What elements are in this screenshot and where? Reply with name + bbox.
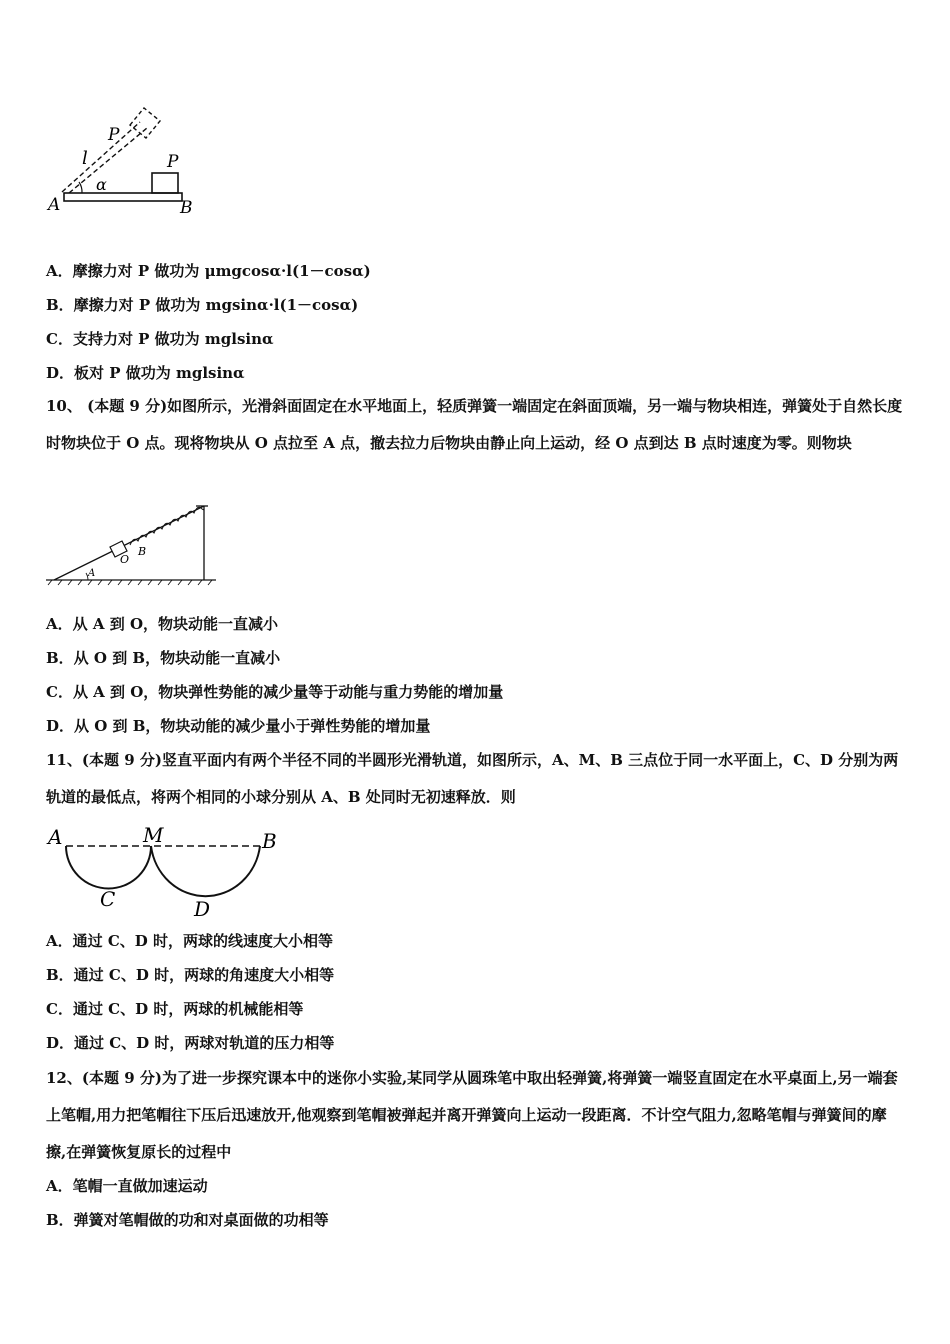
figure-inclined-board <box>44 104 204 220</box>
q9-option-c: C．支持力对 P 做功为 mglsinα <box>46 330 274 348</box>
label-l: l <box>82 148 88 169</box>
small-semicircle-track <box>66 846 151 888</box>
label-b: B <box>138 545 147 558</box>
label-d: D <box>194 897 211 921</box>
label-o: O <box>120 553 130 566</box>
q11-option-a: A．通过 C、D 时，两球的线速度大小相等 <box>46 932 334 950</box>
large-semicircle-track <box>151 846 260 896</box>
label-p-top: P <box>108 125 120 145</box>
q12-option-a: A．笔帽一直做加速运动 <box>46 1177 208 1195</box>
q11-option-d: D．通过 C、D 时，两球对轨道的压力相等 <box>46 1034 335 1052</box>
label-b: B <box>180 198 193 218</box>
angle-arc <box>79 182 82 193</box>
label-p-box: P <box>167 152 179 172</box>
label-c: C <box>100 887 116 911</box>
board-ab <box>64 193 182 201</box>
label-alpha: α <box>96 175 107 194</box>
q11-stem: 11、(本题 9 分)竖直平面内有两个半径不同的半圆形光滑轨道，如图所示，A、M、B 三点位于同一水平面上，C、D 分别为两轨道的最低点，将两个相同的小球分别从 A、B 处同时无初速释放．则 <box>46 751 899 806</box>
q10-option-d: D．从 O 到 B，物块动能的减少量小于弹性势能的增加量 <box>46 717 431 735</box>
q10-option-c: C．从 A 到 O，物块弹性势能的减少量等于动能与重力势能的增加量 <box>46 683 504 701</box>
q10-stem: 10、 (本题 9 分)如图所示，光滑斜面固定在水平地面上，轻质弹簧一端固定在斜面顶端，另一端与物块相连，弹簧处于自然长度时物块位于 O 点。现将物块从 O 点拉至 A 点，撤去拉力后物块由静止向上运动，经 O 点到达 B 点时速度为零。则物块 <box>46 397 903 452</box>
label-a: A <box>88 568 96 579</box>
q9-option-b: B．摩擦力对 P 做功为 mgsinα·l(1－cosα) <box>46 296 359 314</box>
q10-option-b: B．从 O 到 B，物块动能一直减小 <box>46 649 281 667</box>
incline-surface <box>54 506 204 580</box>
label-a: A <box>48 825 63 849</box>
ground-hatch <box>48 580 212 585</box>
figure-spring-incline <box>44 500 219 590</box>
q12-option-b: B．弹簧对笔帽做的功和对桌面做的功相等 <box>46 1211 329 1229</box>
block-p-on-board <box>152 173 178 193</box>
label-b: B <box>262 829 277 853</box>
spring-coil <box>130 507 204 545</box>
q11-option-b: B．通过 C、D 时，两球的角速度大小相等 <box>46 966 335 984</box>
q9-option-a: A．摩擦力对 P 做功为 μmgcosα·l(1－cosα) <box>46 262 371 280</box>
block-p-dashed <box>130 108 160 138</box>
label-m: M <box>143 823 164 847</box>
q11-option-c: C．通过 C、D 时，两球的机械能相等 <box>46 1000 304 1018</box>
q12-stem: 12、(本题 9 分)为了进一步探究课本中的迷你小实验,某同学从圆珠笔中取出轻弹簧,将弹簧一端竖直固定在水平桌面上,另一端套上笔帽,用力把笔帽往下压后迅速放开,他观察到笔帽被弹起并离开弹簧向上运动一段距离．不计空气阻力,忽略笔帽与弹簧间的摩擦,在弹簧恢复原长的过程中 <box>46 1069 898 1161</box>
q9-option-d: D．板对 P 做功为 mglsinα <box>46 364 245 382</box>
label-a: A <box>48 195 61 215</box>
q10-option-a: A．从 A 到 O，物块动能一直减小 <box>46 615 279 633</box>
figure-semicircle-tracks <box>44 820 294 922</box>
